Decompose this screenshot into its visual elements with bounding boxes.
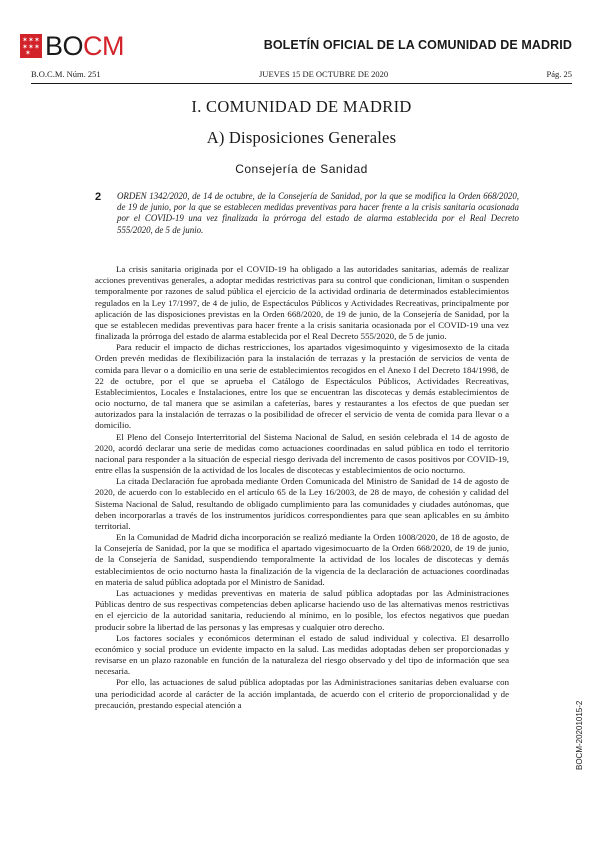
bocm-logo <box>20 33 124 59</box>
gazette-title: BOLETÍN OFICIAL DE LA COMUNIDAD DE MADRID <box>263 38 572 52</box>
logo-text-main: BO <box>45 31 84 61</box>
order-title: ORDEN 1342/2020, de 14 de octubre, de la Consejería de Sanidad, por la que se modifica la Orden 668/2020, de 19 de junio, por la que se establecen medidas preventivas para hacer frente a la crisis sanitaria ocasionada por el COVID-19 una vez finalizada la prórroga del estado de alarma establecida por el Real Decreto 555/2020, de 5 de junio. <box>117 191 519 235</box>
paragraph: Para reducir el impacto de dichas restricciones, los apartados vigesimoquinto y vigesimosexto de la citada Orden prevén medidas de flexibilización para la instalación de terrazas y la prestación de servicios de venta de comida para llevar o a domicilio en una serie de establecimientos recogidos en el Anexo I del Decreto 184/1998, de 22 de octubre, por el que se aprueba el Catálogo de Espectáculos Públicos, Actividades Recreativas, Establecimientos, Locales e Instalaciones, entre los que se encuentran las discotecas y demás establecimientos de ocio nocturno, de tal manera que se asimilan a cafeterías, bares y restaurantes a los efectos de que puedan ser autorizados para la instalación de terrazas o la posibilidad de ofrecer el servicio de venta de comida para llevar o a domicilio. <box>95 342 509 431</box>
paragraph: Las actuaciones y medidas preventivas en materia de salud pública adoptadas por las Administraciones Públicas dentro de sus respectivas competencias deben aplicarse haciendo uso de las alternativas menos restrictivas en el ejercicio de la autoridad sanitaria, reduciendo al mínimo, en lo posible, los efectos negativos que puedan producir sobre la libertad de las personas y las empresas y cualquier otro derecho. <box>95 587 509 632</box>
paragraph: Los factores sociales y económicos determinan el estado de salud individual y colectiva. El desarrollo económico y social produce un evidente impacto en la salud. Las medidas adoptadas deben ser proporcionadas y revisarse en un plazo razonable en función de la naturaleza del riesgo observado y del tipo de información que sea necesaria. <box>95 632 509 677</box>
issue-date: JUEVES 15 DE OCTUBRE DE 2020 <box>259 69 389 79</box>
page-number: Pág. 25 <box>546 69 572 79</box>
logo-wordmark <box>45 33 124 59</box>
order-number: 2 <box>95 191 102 203</box>
paragraph: En la Comunidad de Madrid dicha incorporación se realizó mediante la Orden 1008/2020, de 18 de agosto, de la Consejería de Sanidad, por la que se modifica el apartado vigesimocuarto de la Orden 668/2020, de 19 de junio, de la Consejería de Sanidad, suspendiendo temporalmente la actividad de los locales de discotecas y demás establecimientos de ocio nocturno hasta la finalización de la vigencia de la declaración de actuaciones coordinadas en materia de salud pública adoptada por el Ministro de Sanidad. <box>95 532 509 587</box>
department-name: Consejería de Sanidad <box>235 162 368 176</box>
paragraph: Por ello, las actuaciones de salud pública adoptadas por las Administraciones sanitarias deben evaluarse con una periodicidad acorde al carácter de la acción implantada, de acuerdo con el criterio de proporcionalidad y de precaución, prestando especial atención a <box>95 677 509 710</box>
paragraph: El Pleno del Consejo Interterritorial del Sistema Nacional de Salud, en sesión celebrada el 14 de agosto de 2020, acordó declarar una serie de medidas como actuaciones coordinadas en salud pública en todo el territorio nacional para responder a la situación de especial riesgo derivada del incremento de casos positivos por COVID-19, entre ellas la suspensión de la actividad de los locales de discotecas y establecimientos de ocio nocturno. <box>95 431 509 476</box>
document-code: BOCM-20201015-2 <box>575 700 584 770</box>
section-title: I. COMUNIDAD DE MADRID <box>191 97 412 116</box>
issue-info-line <box>31 67 572 81</box>
paragraph: La citada Declaración fue aprobada mediante Orden Comunicada del Ministro de Sanidad de 14 de agosto de 2020, de acuerdo con lo establecido en el artículo 65 de la Ley 16/2003, de 28 de mayo, de cohesión y calidad del Sistema Nacional de Salud, resultando de obligado cumplimiento para las comunidades y ciudades autónomas, que deben incorporarlas a través de los instrumentos jurídicos correspondientes para que sean aplicables en su ámbito territorial. <box>95 476 509 531</box>
header-divider <box>31 83 572 84</box>
subsection-title: A) Disposiciones Generales <box>206 128 397 147</box>
madrid-flag-icon: ✶ ✶ ✶ ✶ ✶ ✶ ✶ <box>20 34 42 58</box>
paragraph: La crisis sanitaria originada por el COVID-19 ha obligado a las autoridades sanitarias, además de realizar acciones preventivas generales, a adoptar medidas restrictivas para su control que condicionan, limitan o suspenden temporalmente por razones de salud pública el ejercicio de la actividad ordinaria de determinados establecimientos regulados en la Ley 17/1997, de 4 de julio, de Espectáculos Públicos y Actividades Recreativas, principalmente por aplicación de las disposiciones previstas en la Orden 668/2020, de 19 de junio, de la Consejería de Sanidad, por la que se establecen medidas preventivas para hacer frente a la crisis sanitaria ocasionada por el COVID-19 una vez finalizada la prórroga del estado de alarma establecida por el Real Decreto 555/2020, de 5 de junio. <box>95 264 509 342</box>
logo-text-accent: CM <box>83 31 125 61</box>
issue-number: B.O.C.M. Núm. 251 <box>31 69 101 79</box>
document-body <box>95 264 509 711</box>
